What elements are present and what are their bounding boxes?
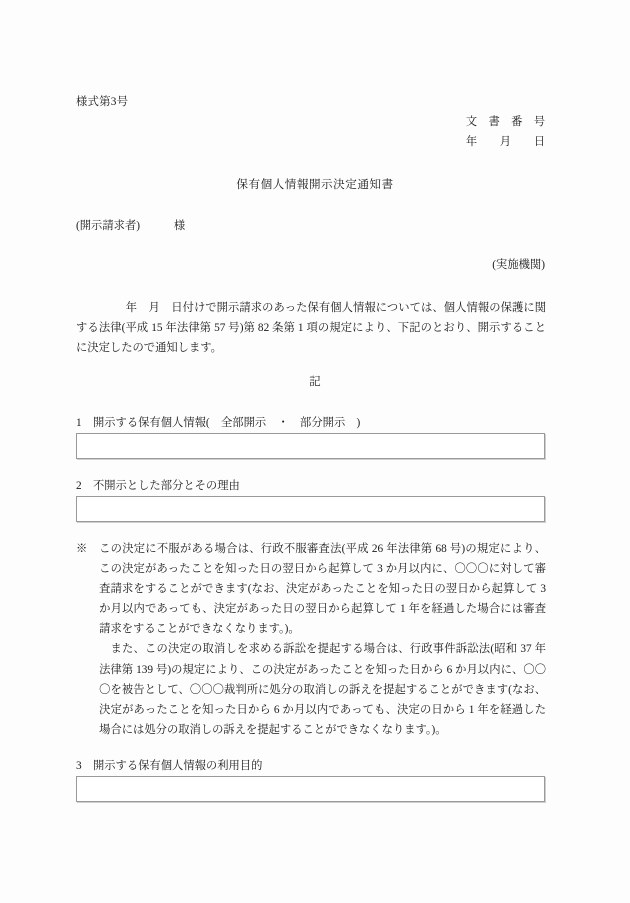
- section-2-input[interactable]: [76, 496, 545, 522]
- section-1-label: 1 開示する保有個人情報( 全部開示 ・ 部分開示 ): [76, 417, 361, 429]
- addressee-line: (開示請求者) 様: [76, 220, 186, 232]
- section-3-label: 3 開示する保有個人情報の利用目的: [76, 760, 263, 772]
- appeal-note-paragraph-1: ※ この決定に不服がある場合は、行政不服審査法(平成 26 年法律第 68 号)の規定により、この決定があったことを知った日の翌日から起算して 3 か月以内に、〇〇〇に対して審査請求をすることができます(なお、決定があったことを知った日の翌日から起算して 3 か月以内であっても、決定があった日の翌日から起算して 1 年を経過した場合には審査請求をすることができなくなります。)。: [76, 543, 546, 636]
- appeal-note-paragraph-2: また、この決定の取消しを求める訴訟を提起する場合は、行政事件訴訟法(昭和 37 年法律第 139 号)の規定により、この決定があったことを知った日から 6 か月以内に、〇〇〇を被告として、〇〇〇裁判所に処分の取消しの訴えを提起することができます(なお、決定があったことを知った日から 6 か月以内であっても、決定の日から 1 年を経過した場合には処分の取消しの訴えを提起することができなくなります。)。: [99, 643, 546, 736]
- section-1-input[interactable]: [76, 433, 545, 459]
- appeal-note-block: [76, 539, 546, 740]
- ki-marker: 記: [309, 376, 321, 388]
- intro-paragraph: 年 月 日付けで開示請求のあった保有個人情報については、個人情報の保護に関する法律(平成 15 年法律第 57 号)第 82 条第 1 項の規定により、下記のとおり、開示することに決定したので通知します。: [76, 302, 546, 355]
- section-2-label: 2 不開示とした部分とその理由: [76, 480, 240, 492]
- document-number-block: [455, 117, 545, 149]
- document-date-label: 年 月 日: [454, 136, 545, 149]
- page-title: 保有個人情報開示決定通知書: [236, 178, 394, 191]
- issuing-agency-line: (実施機関): [492, 259, 545, 271]
- document-number-label: 文 書 番 号: [465, 116, 545, 128]
- section-3-input[interactable]: [76, 776, 545, 802]
- form-number: 様式第3号: [76, 96, 129, 108]
